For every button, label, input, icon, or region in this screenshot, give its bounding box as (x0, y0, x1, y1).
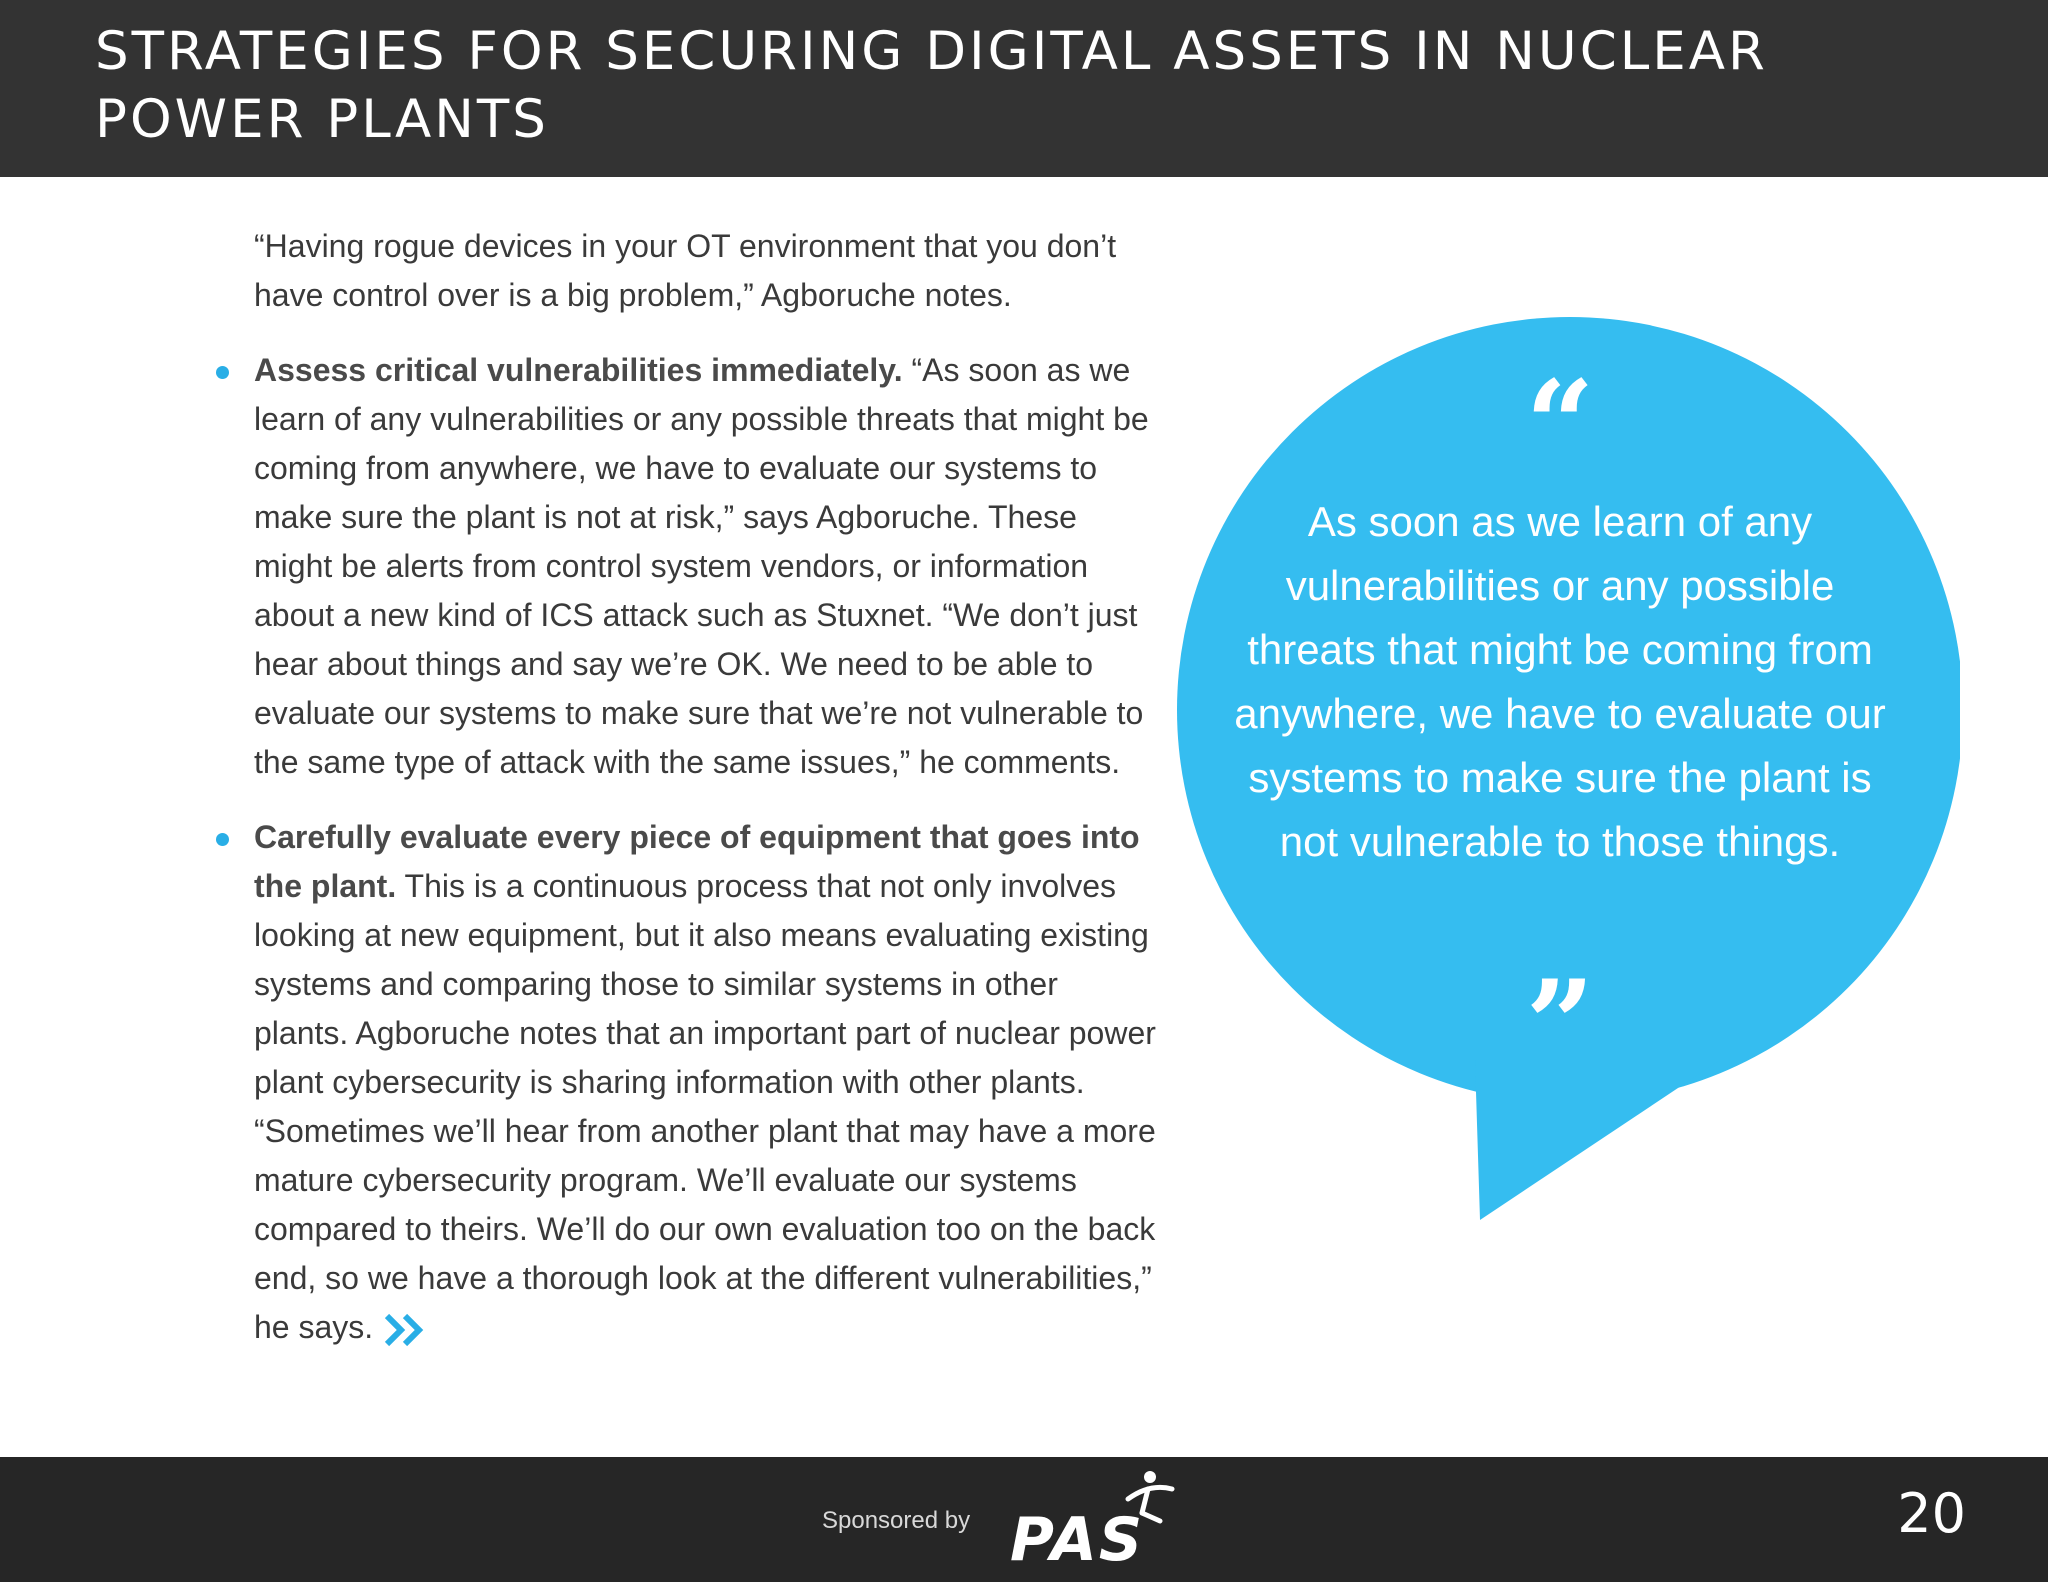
bullet-dot-icon (216, 366, 229, 379)
close-quote-mark: ” (1525, 954, 1595, 1095)
pas-logo (1010, 1469, 1185, 1574)
sponsor-label: Sponsored by (822, 1507, 971, 1534)
open-quote-mark: “ (1525, 354, 1595, 495)
page-title: STRATEGIES FOR SECURING DIGITAL ASSETS IN NUCLEAR POWER PLANTS (95, 21, 1768, 150)
bullet-item-assess (200, 346, 1160, 787)
double-chevron-right-icon[interactable] (381, 1310, 429, 1350)
bullet-dot-icon (216, 833, 229, 846)
pull-quote-text: As soon as we learn of any vulnerabilities or any possible threats that might be coming from anywhere, we have to evaluate our systems to make sure the plant is not vulnerable to those things. (1234, 498, 1886, 865)
bullet-lead: Carefully evaluate every piece of equipment that goes into the plant. (254, 819, 1140, 904)
page-header (0, 0, 2048, 177)
page-footer (0, 1457, 2048, 1582)
bullet-list (200, 346, 1160, 1352)
intro-paragraph: “Having rogue devices in your OT environment that you don’t have control over is a big problem,” Agboruche notes. (254, 228, 1117, 313)
pull-quote-bubble (1160, 310, 1960, 1230)
bullet-item-evaluate (200, 813, 1160, 1352)
pas-logo-wordmark: PAS (1010, 1505, 1145, 1575)
bullet-lead: Assess critical vulnerabilities immediately. (254, 352, 903, 388)
article-body (200, 222, 1160, 1378)
bullet-text: “As soon as we learn of any vulnerabilities or any possible threats that might be coming from anywhere, we have to evaluate our systems to make sure the plant is not at risk,” says Agboruche. These might be alerts from control system vendors, or information about a new kind of ICS attack such as Stuxnet. “We don’t just hear about things and say we’re OK. We need to be able to evaluate our systems to make sure that we’re not vulnerable to the same type of attack with the same issues,” he comments. (254, 352, 1149, 780)
running-figure-icon (1120, 1469, 1180, 1529)
page-number: 20 (1897, 1482, 1966, 1545)
bullet-text: This is a continuous process that not only involves looking at new equipment, but it also means evaluating existing systems and comparing those to similar systems in other plants. Agboruche notes that an important part of nuclear power plant cybersecurity is sharing information with other plants. “Sometimes we’ll hear from another plant that may have a more mature cybersecurity program. We’ll evaluate our systems compared to theirs. We’ll do our own evaluation too on the back end, so we have a thorough look at the different vulnerabilities,” he says. (254, 868, 1156, 1345)
